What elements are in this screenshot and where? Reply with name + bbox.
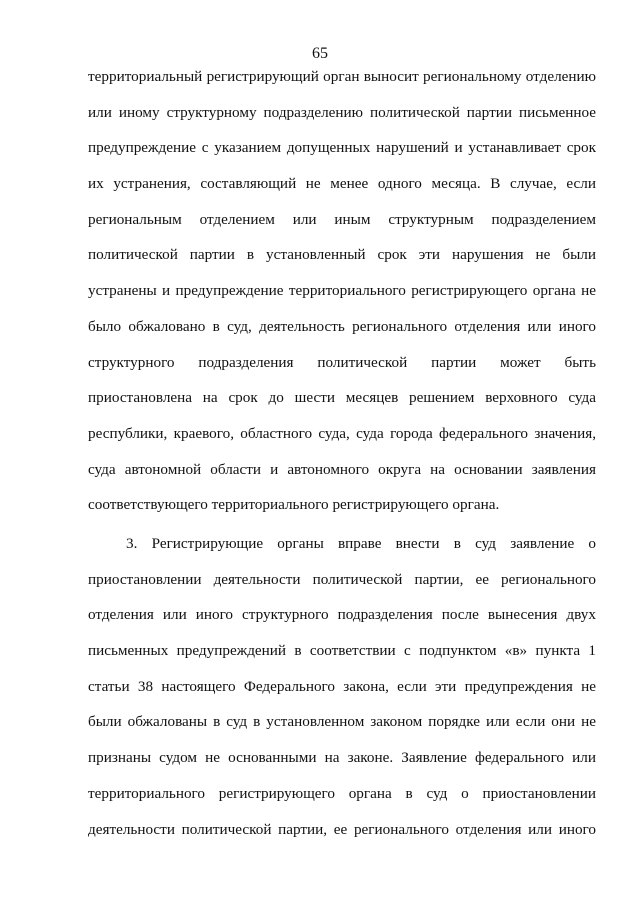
text-line: территориальный регистрирующий орган выносит региональному отделению [88, 68, 596, 85]
text-line: признаны судом не основанными на законе. Заявление федерального или [88, 749, 596, 767]
text-line: 3. Регистрирующие органы вправе внести в суд заявление о [126, 535, 596, 552]
paragraph-2 [88, 534, 596, 855]
text-line: приостановлена на срок до шести месяцев решением верховного суда [88, 389, 596, 407]
text-line: их устранения, составляющий не менее одного месяца. В случае, если [88, 175, 596, 193]
text-line: деятельности политической партии, ее регионального отделения или иного [88, 820, 596, 838]
text-line: суда автономной области и автономного округа на основании заявления [88, 460, 596, 478]
text-line: структурного подразделения политической партии может быть [88, 353, 596, 371]
text-line: устранены и предупреждение территориального регистрирующего органа не [88, 282, 596, 300]
text-line: приостановлении деятельности политической партии, ее регионального [88, 570, 596, 588]
text-line: было обжаловано в суд, деятельность регионального отделения или иного [88, 317, 596, 335]
text-line: политической партии в установленный срок эти нарушения не были [88, 246, 596, 264]
text-line: территориального регистрирующего органа в суд о приостановлении [88, 784, 596, 802]
text-line: республики, краевого, областного суда, суда города федерального значения, [88, 424, 596, 442]
text-line: были обжалованы в суд в установленном законом порядке или если они не [88, 713, 596, 731]
text-line: отделения или иного структурного подразделения после вынесения двух [88, 606, 596, 624]
text-line: или иному структурному подразделению политической партии письменное [88, 103, 596, 121]
paragraph-1 [88, 67, 596, 531]
text-line: предупреждение с указанием допущенных нарушений и устанавливает срок [88, 139, 596, 157]
text-line: региональным отделением или иным структурным подразделением [88, 210, 596, 228]
text-line: статьи 38 настоящего Федерального закона, если эти предупреждения не [88, 677, 596, 695]
page-number: 65 [312, 45, 328, 62]
text-line: письменных предупреждений в соответствии с подпунктом «в» пункта 1 [88, 642, 596, 660]
text-line: соответствующего территориального регистрирующего органа. [88, 496, 500, 514]
